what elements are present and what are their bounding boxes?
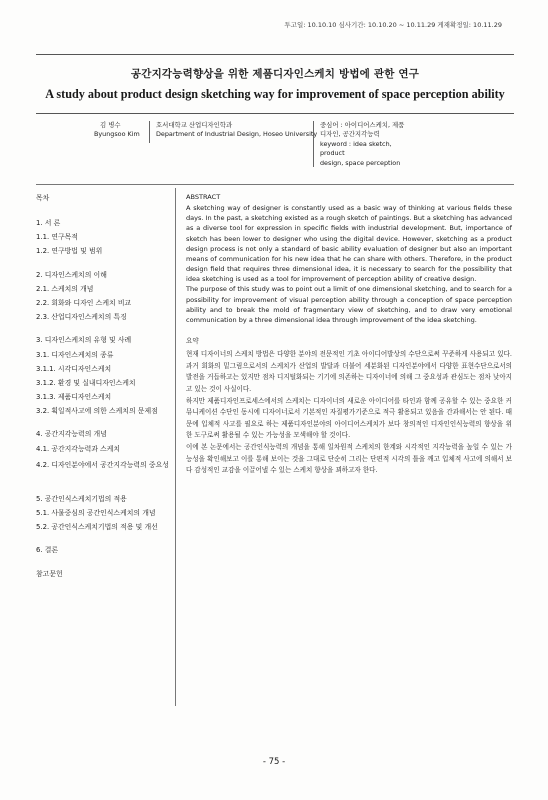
- keywords-english-2: design, space perception: [320, 158, 401, 167]
- abstract-paragraph: A sketching way of designer is constantly used as a basic way of thinking at various fields these days. In the past, a sketching existed as a rough sketch of paintings. But a sketching has advanced as a diverse tool for expression in specific fields with industrial development. But, importance of sketch has been lower to designer who using the digital device. However, sketching as a product design process is not only a standard of basic ability evaluation of designer but also an important means of communication for his new idea that he can share with others. Therefore, in the product design field that requires three dimensional idea, it is necessary to search for the possibility that idea sketching is used as a tool for improvement of perception ability of creative design.: [186, 204, 512, 284]
- toc-item: 4.2. 디자인분야에서 공간지각능력의 중요성: [36, 460, 169, 469]
- submission-dates: 투고일: 10.10.10 심사기간: 10.10.20 ~ 10.11.29 게재확정일: 10.11.29: [284, 21, 502, 29]
- toc-item: 3.2. 획일적사고에 의한 스케치의 문제점: [36, 407, 158, 416]
- divider-top: [36, 184, 514, 185]
- abstract-label: ABSTRACT: [186, 193, 221, 201]
- toc-item: 2.1. 스케치의 개념: [36, 284, 94, 293]
- toc-item: 5.1. 사물중심의 공간인식스케치의 개념: [36, 509, 156, 517]
- author-name-english: Byungsoo Kim: [94, 130, 140, 139]
- affiliation-english: Department of Industrial Design, Hoseo University: [156, 130, 318, 139]
- title-block: [36, 54, 514, 114]
- author-name: [94, 121, 140, 140]
- korean-summary: [186, 336, 512, 477]
- summary-paragraph: 하지만 제품디자인프로세스에서의 스케치는 디자이너의 새로운 아이디어를 타인과 함께 공유할 수 있는 중요한 커뮤니케이션 수단인 동시에 디자이너로서 기본적인 자질평가기준으로 적극 활용되고 있음을 간과해서는 안 된다. 때문에 입체적 사고를 필요로 하는 제품디자인분야의 아이디어스케치가 보다 창의적인 디자인인식능력의 향상을 위한 도구로써 활용될 수 있는 가능성을 모색해야 할 것이다.: [186, 396, 512, 440]
- toc-item: 3.1. 디자인스케치의 종류: [36, 350, 114, 359]
- keywords: [313, 121, 415, 167]
- toc-item: 5.2. 공간인식스케치기법의 적용 및 개선: [36, 523, 158, 532]
- toc-item: 1. 서 론: [36, 219, 61, 227]
- toc-item: 4. 공간지각능력의 개념: [36, 430, 107, 439]
- toc-heading: 목차: [36, 194, 50, 202]
- toc-item: 2.3. 산업디자인스케치의 특징: [36, 313, 127, 322]
- table-of-contents: [36, 192, 174, 584]
- toc-item: 2.2. 회화와 디자인 스케치 비교: [36, 298, 132, 307]
- abstract-paragraph: The purpose of this study was to point out a limit of one dimensional sketching, and to search for a possibility for improvement of visual perception ability through a conception of space perception ability and to break the mold of fragmentary view of sketching, and to draw very emotional communication by a three dimensional idea through improvement of the idea sketching.: [186, 285, 512, 324]
- toc-item: 3.1.3. 제품디자인스케치: [36, 393, 112, 402]
- keywords-korean: 중심어 : 아이디어스케치, 제품: [320, 121, 405, 129]
- abstract-column: [186, 192, 512, 477]
- summary-label: 요약: [186, 337, 199, 346]
- toc-item: 3. 디자인스케치의 유형 및 사례: [36, 336, 132, 345]
- toc-item: 4.1. 공간지각능력과 스케치: [36, 444, 121, 453]
- title-english: A study about product design sketching way for improvement of space perception ability: [45, 87, 505, 101]
- author-affiliation: [149, 121, 317, 143]
- toc-item: 6. 결론: [36, 546, 59, 555]
- toc-item: 3.1.1. 시각디자인스케치: [36, 364, 112, 373]
- toc-item: 1.2. 연구방법 및 범위: [36, 247, 103, 256]
- summary-paragraph: 현재 디자이너의 스케치 방법은 다양한 분야의 전문적인 기초 아이디어발상의 수단으로써 꾸준하게 사용되고 있다. 과거 회화의 밑그림으로서의 스케치가 산업의 발달과 더불어 세분화된 디자인분야에서 다양한 표현수단으로서의 발전을 거듭하고는 있지만 점차 디지털화되는 기기에 의존하는 디자이너에 의해 그 중요성과 관심도는 점차 낮아지고 있는 것이 사실이다.: [186, 350, 512, 393]
- keywords-english: keyword : idea sketch, product: [320, 139, 392, 158]
- toc-item: 1.1. 연구목적: [36, 233, 78, 242]
- toc-item: 참고문헌: [36, 569, 63, 578]
- column-divider: [175, 188, 176, 706]
- page-number: - 75 -: [262, 757, 286, 767]
- title-korean: 공간지각능력향상을 위한 제품디자인스케치 방법에 관한 연구: [130, 68, 420, 80]
- author-name-korean: 김 병수: [100, 121, 121, 129]
- keywords-korean-2: 디자인, 공간지각능력: [320, 130, 380, 139]
- toc-item: 3.1.2. 환경 및 실내디자인스케치: [36, 378, 136, 387]
- toc-item: 2. 디자인스케치의 이해: [36, 270, 107, 279]
- affiliation-korean: 호서대학교 산업디자인학과: [156, 121, 233, 129]
- toc-item: 5. 공간인식스케치기법의 적용: [36, 494, 127, 503]
- author-block: [94, 121, 514, 173]
- summary-paragraph: 이에 본 논문에서는 공간인식능력의 개념을 통해 일차원적 스케치의 한계와 시각적인 지각능력을 높일 수 있는 가능성을 확인해보고 이를 통해 보이는 것을 그대로 단순히 그리는 단편적 시각의 틀을 깨고 입체적 사고에 의해서 보다 감성적인 교감을 이끌어낼 수 있는 스케치 향상을 꾀하고자 한다.: [186, 442, 512, 475]
